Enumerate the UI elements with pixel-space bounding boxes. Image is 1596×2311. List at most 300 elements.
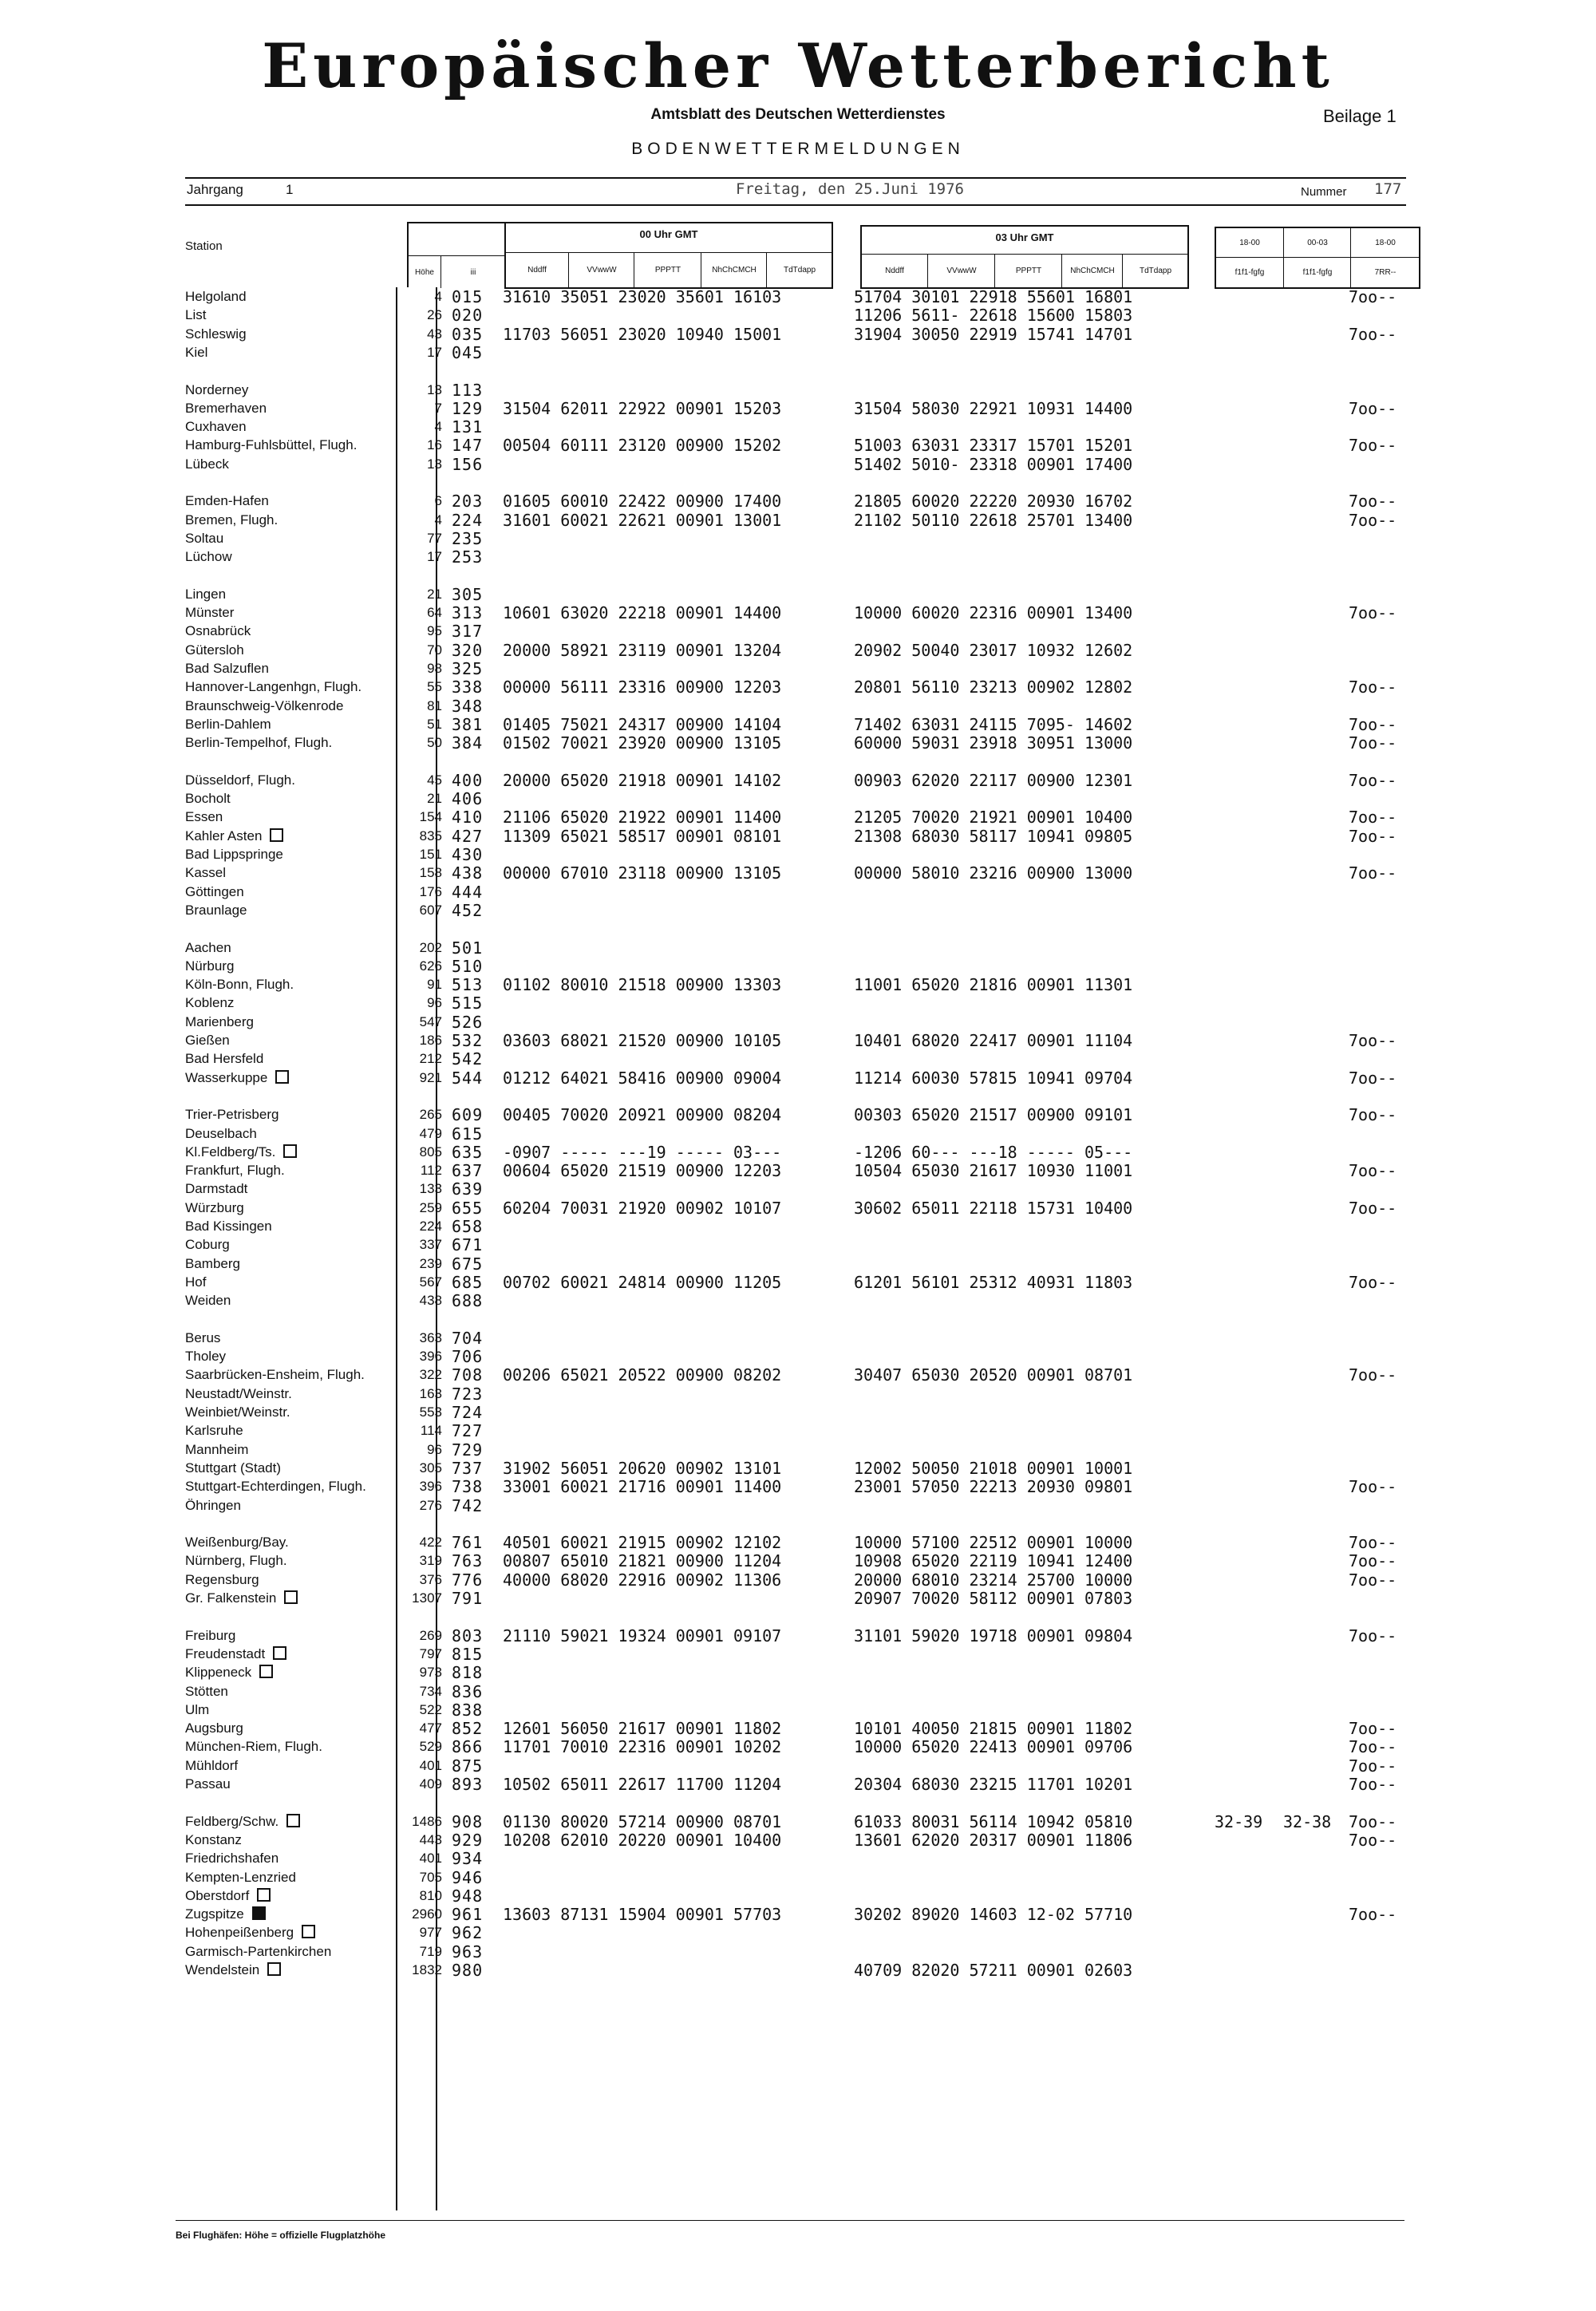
obs-03-groups: 61201 56101 25312 40931 11803 bbox=[854, 1272, 1133, 1292]
station-height: 16 bbox=[427, 437, 442, 453]
precip-group: 7oo-- bbox=[1349, 1775, 1397, 1794]
station-name bbox=[185, 1628, 235, 1644]
obs-03-groups: 31504 58030 22921 10931 14400 bbox=[854, 398, 1133, 418]
station-name bbox=[185, 1460, 281, 1476]
station-label: Nürnberg, Flugh. bbox=[185, 1553, 287, 1569]
mountain-station-square-icon bbox=[257, 1888, 271, 1902]
station-label: Garmisch-Partenkirchen bbox=[185, 1943, 332, 1959]
station-label: Kiel bbox=[185, 344, 208, 360]
obs-00-groups: 00206 65021 20522 00900 08202 bbox=[503, 1365, 782, 1385]
station-name bbox=[185, 884, 244, 900]
station-height: 133 bbox=[419, 1181, 442, 1197]
iii-header: iii bbox=[440, 255, 505, 288]
station-name bbox=[185, 958, 234, 974]
station-index: 515 bbox=[452, 994, 484, 1013]
station-label: Wasserkuppe bbox=[185, 1069, 268, 1085]
obs-03-groups: 23001 57050 22213 20930 09801 bbox=[854, 1477, 1133, 1497]
precip-group: 7oo-- bbox=[1349, 1365, 1397, 1385]
obs-03-groups: 11214 60030 57815 10941 09704 bbox=[854, 1068, 1133, 1088]
station-label: Hannover-Langenhgn, Flugh. bbox=[185, 679, 362, 695]
station-index: 723 bbox=[452, 1384, 484, 1404]
station-index: 742 bbox=[452, 1495, 484, 1515]
station-name bbox=[185, 419, 247, 435]
station-name bbox=[185, 1404, 290, 1420]
station-index: 147 bbox=[452, 436, 484, 456]
mountain-station-square-icon bbox=[286, 1814, 300, 1827]
obs-03-groups: 21205 70020 21921 00901 10400 bbox=[854, 808, 1133, 828]
obs-00-groups: 31902 56051 20620 00902 13101 bbox=[503, 1458, 782, 1478]
station-label: Berlin-Tempelhof, Flugh. bbox=[185, 735, 333, 751]
station-height: 70 bbox=[427, 642, 442, 658]
station-label: Bocholt bbox=[185, 791, 231, 807]
obs-00-groups: 01130 80020 57214 00900 08701 bbox=[503, 1811, 782, 1831]
station-height: 835 bbox=[419, 828, 442, 843]
station-name bbox=[185, 512, 278, 528]
station-index: 635 bbox=[452, 1142, 484, 1162]
filled-square-icon bbox=[252, 1906, 266, 1920]
station-height: 401 bbox=[419, 1757, 442, 1773]
volume-label: Jahrgang bbox=[187, 182, 243, 197]
obs-00-groups: 60204 70031 21920 00902 10107 bbox=[503, 1198, 782, 1218]
station-index: 675 bbox=[452, 1254, 484, 1274]
station-label: Aachen bbox=[185, 939, 231, 955]
wind-precip-header bbox=[1215, 227, 1420, 289]
station-label: Emden-Hafen bbox=[185, 493, 269, 509]
precip-group: 7oo-- bbox=[1349, 1570, 1397, 1590]
station-name bbox=[185, 1330, 220, 1346]
mountain-station-square-icon bbox=[267, 1962, 281, 1976]
station-label: Helgoland bbox=[185, 289, 247, 304]
obs-03-groups: 11001 65020 21816 00901 11301 bbox=[854, 975, 1133, 995]
station-height: 7 bbox=[434, 400, 442, 416]
mountain-station-square-icon bbox=[270, 828, 283, 842]
station-name bbox=[185, 437, 357, 453]
hoehe-header: Höhe bbox=[409, 255, 440, 288]
station-name bbox=[185, 809, 223, 825]
station-name bbox=[185, 865, 226, 881]
station-height: 64 bbox=[427, 605, 442, 621]
station-height: 719 bbox=[419, 1943, 442, 1959]
station-height: 224 bbox=[419, 1219, 442, 1234]
precip-group: 7oo-- bbox=[1349, 863, 1397, 883]
station-height: 96 bbox=[427, 995, 442, 1011]
station-label: Feldberg/Schw. bbox=[185, 1813, 279, 1829]
station-index: 946 bbox=[452, 1867, 484, 1887]
station-index: 526 bbox=[452, 1012, 484, 1032]
station-name bbox=[185, 1423, 243, 1439]
precip-group: 7oo-- bbox=[1349, 510, 1397, 530]
station-index: 427 bbox=[452, 826, 484, 846]
station-label: Deuselbach bbox=[185, 1125, 257, 1141]
station-index: 452 bbox=[452, 900, 484, 920]
station-height: 607 bbox=[419, 902, 442, 918]
station-height: 96 bbox=[427, 1441, 442, 1457]
info-rule bbox=[185, 204, 1406, 206]
obs03-col-vvwww: VVwwW bbox=[927, 255, 995, 287]
station-label: Düsseldorf, Flugh. bbox=[185, 772, 295, 788]
precip-group: 7oo-- bbox=[1349, 603, 1397, 623]
obs-03-groups: 51003 63031 23317 15701 15201 bbox=[854, 436, 1133, 456]
station-index: 658 bbox=[452, 1217, 484, 1236]
station-label: Kahler Asten bbox=[185, 828, 263, 843]
station-height: 1486 bbox=[412, 1813, 442, 1829]
station-index: 803 bbox=[452, 1626, 484, 1645]
station-label: Friedrichshafen bbox=[185, 1851, 279, 1867]
obs-03-groups: 00903 62020 22117 00900 12301 bbox=[854, 770, 1133, 790]
station-label: Stuttgart (Stadt) bbox=[185, 1460, 281, 1475]
mountain-station-square-icon bbox=[283, 1144, 297, 1158]
station-name bbox=[185, 456, 229, 472]
station-name bbox=[185, 679, 361, 695]
station-height: 438 bbox=[419, 1293, 442, 1309]
mountain-station-square-icon bbox=[259, 1665, 273, 1678]
station-height: 114 bbox=[420, 1423, 442, 1439]
station-height: 797 bbox=[419, 1645, 442, 1661]
obs03-header bbox=[860, 225, 1189, 289]
station-name bbox=[185, 1535, 289, 1551]
obs-03-groups: 10908 65020 22119 10941 12400 bbox=[854, 1551, 1133, 1571]
station-label: Braunlage bbox=[185, 902, 247, 918]
station-height: 1832 bbox=[412, 1962, 442, 1977]
station-height: 239 bbox=[419, 1255, 442, 1271]
station-name bbox=[185, 1014, 254, 1030]
gust-18-00: 32-39 bbox=[1215, 1811, 1263, 1831]
station-name bbox=[185, 401, 267, 417]
station-label: Köln-Bonn, Flugh. bbox=[185, 977, 294, 993]
station-label: Frankfurt, Flugh. bbox=[185, 1163, 285, 1179]
station-index: 609 bbox=[452, 1105, 484, 1125]
obs03-col-ppptt: PPPTT bbox=[994, 255, 1062, 287]
station-height: 50 bbox=[427, 735, 442, 751]
station-name bbox=[185, 1665, 273, 1681]
station-height: 4 bbox=[434, 289, 442, 304]
station-name bbox=[185, 791, 231, 807]
obs-03-groups: 51704 30101 22918 55601 16801 bbox=[854, 287, 1133, 306]
station-index: 729 bbox=[452, 1440, 484, 1460]
precip-group: 7oo-- bbox=[1349, 733, 1397, 753]
precip-group: 7oo-- bbox=[1349, 1756, 1397, 1776]
station-label: Mühldorf bbox=[185, 1757, 239, 1773]
station-height: 477 bbox=[419, 1720, 442, 1736]
station-label: Bad Lippspringe bbox=[185, 847, 283, 862]
publisher-subtitle: Amtsblatt des Deutschen Wetterdienstes bbox=[650, 106, 946, 123]
station-index: 866 bbox=[452, 1737, 484, 1757]
obs-03-groups: 00000 58010 23216 00900 13000 bbox=[854, 863, 1133, 883]
station-height: 98 bbox=[427, 661, 442, 676]
obs00-col-ppptt: PPPTT bbox=[634, 253, 701, 287]
station-label: Schleswig bbox=[185, 326, 247, 342]
obs-03-groups: 71402 63031 24115 7095- 14602 bbox=[854, 714, 1133, 734]
obs00-title: 00 Uhr GMT bbox=[639, 228, 698, 240]
precip-group: 7oo-- bbox=[1349, 1905, 1397, 1925]
number-label: Nummer bbox=[1301, 185, 1347, 199]
station-label: Stötten bbox=[185, 1683, 228, 1699]
station-name bbox=[185, 735, 332, 751]
obs00-col-nddff: Nddff bbox=[527, 266, 547, 275]
station-name bbox=[185, 772, 295, 788]
station-index: 908 bbox=[452, 1811, 484, 1831]
station-label: Wendelstein bbox=[185, 1962, 260, 1977]
station-index: 655 bbox=[452, 1198, 484, 1218]
station-name bbox=[185, 1851, 279, 1867]
precip-group: 7oo-- bbox=[1349, 398, 1397, 418]
station-index: 708 bbox=[452, 1365, 484, 1385]
obs-03-groups: 11206 5611- 22618 15600 15803 bbox=[854, 306, 1133, 326]
precip-group: 7oo-- bbox=[1349, 287, 1397, 306]
precip-group: 7oo-- bbox=[1349, 436, 1397, 456]
station-label: Oberstdorf bbox=[185, 1887, 250, 1903]
station-index: 542 bbox=[452, 1049, 484, 1069]
precip-group: 7oo-- bbox=[1349, 1272, 1397, 1292]
station-index: 791 bbox=[452, 1589, 484, 1608]
station-index: 639 bbox=[452, 1179, 484, 1199]
station-height: 13 bbox=[427, 456, 442, 472]
station-height: 319 bbox=[419, 1553, 442, 1569]
station-name bbox=[185, 1293, 231, 1309]
obs00-header bbox=[504, 222, 833, 289]
station-index: 203 bbox=[452, 492, 484, 512]
precip-group: 7oo-- bbox=[1349, 1626, 1397, 1645]
obs-03-groups: 10000 60020 22316 00901 13400 bbox=[854, 603, 1133, 623]
obs-03-groups: 00303 65020 21517 00900 09101 bbox=[854, 1105, 1133, 1125]
station-index: 704 bbox=[452, 1328, 484, 1348]
station-label: Freudenstadt bbox=[185, 1645, 266, 1661]
obs-03-groups: 40709 82020 57211 00901 02603 bbox=[854, 1961, 1133, 1980]
supplement-label: Beilage 1 bbox=[1323, 106, 1396, 126]
obs-00-groups: 01605 60010 22422 00900 17400 bbox=[503, 492, 782, 512]
station-label: Berus bbox=[185, 1329, 221, 1345]
station-index: 444 bbox=[452, 882, 484, 902]
station-index: 113 bbox=[452, 380, 484, 400]
obs-03-groups: 20907 70020 58112 00901 07803 bbox=[854, 1589, 1133, 1608]
station-height: 55 bbox=[427, 679, 442, 695]
station-height: 26 bbox=[427, 307, 442, 323]
obs-03-groups: 31101 59020 19718 00901 09804 bbox=[854, 1626, 1133, 1645]
station-name bbox=[185, 493, 269, 509]
station-name bbox=[185, 1107, 279, 1123]
station-height: 396 bbox=[419, 1349, 442, 1365]
station-height: 112 bbox=[420, 1163, 442, 1179]
station-index: 961 bbox=[452, 1905, 484, 1925]
station-index: 313 bbox=[452, 603, 484, 623]
obs-03-groups: 21308 68030 58117 10941 09805 bbox=[854, 826, 1133, 846]
station-height: 529 bbox=[419, 1739, 442, 1755]
station-label: Neustadt/Weinstr. bbox=[185, 1385, 292, 1401]
station-label: Zugspitze bbox=[185, 1906, 244, 1922]
precip-group: 7oo-- bbox=[1349, 1737, 1397, 1757]
station-name bbox=[185, 1367, 365, 1383]
station-name bbox=[185, 1758, 238, 1774]
precip-group: 7oo-- bbox=[1349, 1161, 1397, 1181]
station-index: 532 bbox=[452, 1031, 484, 1050]
station-index: 410 bbox=[452, 808, 484, 828]
station-label: Bad Salzuflen bbox=[185, 661, 269, 676]
precip-group: 7oo-- bbox=[1349, 492, 1397, 512]
obs-03-groups: 10504 65030 21617 10930 11001 bbox=[854, 1161, 1133, 1181]
obs-00-groups: 31610 35051 23020 35601 16103 bbox=[503, 287, 782, 306]
station-index: 934 bbox=[452, 1849, 484, 1869]
station-name bbox=[185, 1181, 247, 1197]
station-height: 921 bbox=[419, 1069, 442, 1085]
station-label: Konstanz bbox=[185, 1831, 242, 1847]
station-index: 980 bbox=[452, 1961, 484, 1980]
section-title: BODENWETTERMELDUNGEN bbox=[631, 140, 965, 158]
station-name bbox=[185, 1870, 296, 1886]
obs-03-groups: 20304 68030 23215 11701 10201 bbox=[854, 1775, 1133, 1794]
station-label: Weinbiet/Weinstr. bbox=[185, 1404, 290, 1420]
obs-03-groups: 30202 89020 14603 12-02 57710 bbox=[854, 1905, 1133, 1925]
station-height: 51 bbox=[427, 716, 442, 732]
station-height: 81 bbox=[427, 697, 442, 713]
station-name bbox=[185, 605, 234, 621]
station-label: Passau bbox=[185, 1776, 231, 1792]
period-2: 00-03 bbox=[1283, 228, 1351, 257]
station-label: Koblenz bbox=[185, 995, 235, 1011]
station-index: 305 bbox=[452, 584, 484, 604]
station-label: Klippeneck bbox=[185, 1665, 252, 1681]
precip-col: 7RR-- bbox=[1350, 258, 1420, 287]
station-name bbox=[185, 828, 283, 844]
station-index: 688 bbox=[452, 1291, 484, 1311]
station-index: 962 bbox=[452, 1923, 484, 1943]
station-height: 422 bbox=[419, 1535, 442, 1551]
station-label: Lingen bbox=[185, 586, 227, 602]
obs-03-groups: 20000 68010 23214 25700 10000 bbox=[854, 1570, 1133, 1590]
station-name bbox=[185, 995, 234, 1011]
station-height: 259 bbox=[419, 1199, 442, 1215]
station-name bbox=[185, 587, 226, 602]
station-height: 337 bbox=[419, 1237, 442, 1253]
footer-rule bbox=[176, 2220, 1404, 2221]
precip-group: 7oo-- bbox=[1349, 1031, 1397, 1050]
station-label: Würzburg bbox=[185, 1199, 244, 1215]
obs-03-groups: 10000 57100 22512 00901 10000 bbox=[854, 1533, 1133, 1553]
station-name bbox=[185, 1962, 281, 1978]
obs-00-groups: 21110 59021 19324 00901 09107 bbox=[503, 1626, 782, 1645]
station-index: 706 bbox=[452, 1347, 484, 1367]
obs-00-groups: 11309 65021 58517 00901 08101 bbox=[503, 826, 782, 846]
station-name bbox=[185, 289, 247, 305]
station-name bbox=[185, 326, 247, 342]
obs-03-groups: 21102 50110 22618 25701 13400 bbox=[854, 510, 1133, 530]
precip-group: 7oo-- bbox=[1349, 1477, 1397, 1497]
station-label: Marienberg bbox=[185, 1013, 254, 1029]
station-height: 810 bbox=[419, 1887, 442, 1903]
precip-group: 7oo-- bbox=[1349, 324, 1397, 344]
obs-03-groups: 13601 62020 20317 00901 11806 bbox=[854, 1830, 1133, 1850]
obs-03-groups: 60000 59031 23918 30951 13000 bbox=[854, 733, 1133, 753]
info-bar bbox=[185, 180, 1406, 201]
obs-00-groups: 31504 62011 22922 00901 15203 bbox=[503, 398, 782, 418]
station-index: 510 bbox=[452, 956, 484, 976]
station-index: 129 bbox=[452, 398, 484, 418]
station-height: 21 bbox=[427, 586, 442, 602]
station-label: Kassel bbox=[185, 865, 227, 881]
station-label: Weiden bbox=[185, 1293, 231, 1309]
station-label: Gießen bbox=[185, 1033, 230, 1048]
station-index: 348 bbox=[452, 696, 484, 716]
station-name bbox=[185, 1720, 243, 1736]
station-label: Norderney bbox=[185, 381, 249, 397]
obs-00-groups: 00702 60021 24814 00900 11205 bbox=[503, 1272, 782, 1292]
station-index: 020 bbox=[452, 306, 484, 326]
station-label: Regensburg bbox=[185, 1571, 259, 1587]
station-index: 738 bbox=[452, 1477, 484, 1497]
station-index: 544 bbox=[452, 1068, 484, 1088]
station-height: 977 bbox=[419, 1925, 442, 1941]
obs-00-groups: 33001 60021 21716 00901 11400 bbox=[503, 1477, 782, 1497]
station-index: 815 bbox=[452, 1644, 484, 1664]
hoehe-iii-header bbox=[407, 222, 506, 287]
obs-00-groups: 03603 68021 21520 00900 10105 bbox=[503, 1031, 782, 1050]
station-name bbox=[185, 307, 206, 323]
station-height: 45 bbox=[427, 772, 442, 788]
station-label: Gr. Falkenstein bbox=[185, 1590, 277, 1606]
station-height: 805 bbox=[419, 1144, 442, 1159]
station-height: 567 bbox=[419, 1274, 442, 1290]
station-label: Bad Hersfeld bbox=[185, 1051, 264, 1067]
station-name bbox=[185, 1925, 315, 1941]
station-index: 671 bbox=[452, 1235, 484, 1255]
station-height: 276 bbox=[419, 1497, 442, 1513]
station-height: 401 bbox=[419, 1851, 442, 1867]
station-name bbox=[185, 382, 248, 398]
obs-00-groups: 12601 56050 21617 00901 11802 bbox=[503, 1719, 782, 1739]
station-name bbox=[185, 1888, 271, 1904]
station-name bbox=[185, 661, 269, 677]
precip-group: 7oo-- bbox=[1349, 770, 1397, 790]
station-name bbox=[185, 1498, 241, 1514]
station-height: 269 bbox=[419, 1627, 442, 1643]
station-index: 131 bbox=[452, 417, 484, 437]
obs-00-groups: 01102 80010 21518 00900 13303 bbox=[503, 975, 782, 995]
obs-00-groups: 10601 63020 22218 00901 14400 bbox=[503, 603, 782, 623]
obs-00-groups: 21106 65020 21922 00901 11400 bbox=[503, 808, 782, 828]
station-name bbox=[185, 1163, 285, 1179]
obs00-col-vvwww: VVwwW bbox=[568, 253, 634, 287]
station-height: 547 bbox=[419, 1013, 442, 1029]
obs-00-groups: 00504 60111 23120 00900 15202 bbox=[503, 436, 782, 456]
station-name bbox=[185, 1200, 244, 1216]
station-label: Gütersloh bbox=[185, 642, 244, 658]
station-name bbox=[185, 1219, 272, 1235]
station-name bbox=[185, 1256, 240, 1272]
station-index: 776 bbox=[452, 1570, 484, 1590]
precip-group: 7oo-- bbox=[1349, 1198, 1397, 1218]
station-height: 21 bbox=[427, 791, 442, 807]
obs-00-groups: 40501 60021 21915 00902 12102 bbox=[503, 1533, 782, 1553]
obs-00-groups: 00405 70020 20921 00900 08204 bbox=[503, 1105, 782, 1125]
gust-00-03: 32-38 bbox=[1283, 1811, 1332, 1831]
obs-00-groups: 13603 87131 15904 00901 57703 bbox=[503, 1905, 782, 1925]
station-height: 479 bbox=[419, 1125, 442, 1141]
station-label: Saarbrücken-Ensheim, Flugh. bbox=[185, 1367, 365, 1383]
station-label: Kl.Feldberg/Ts. bbox=[185, 1144, 276, 1159]
obs-03-groups: 10401 68020 22417 00901 11104 bbox=[854, 1031, 1133, 1050]
station-index: 384 bbox=[452, 733, 484, 753]
obs-00-groups: 00000 67010 23118 00900 13105 bbox=[503, 863, 782, 883]
station-name bbox=[185, 1349, 226, 1365]
station-index: 963 bbox=[452, 1942, 484, 1961]
station-label: Nürburg bbox=[185, 958, 235, 974]
station-name bbox=[185, 1553, 287, 1569]
obs-00-groups: 10502 65011 22617 11700 11204 bbox=[503, 1775, 782, 1794]
station-header: Station bbox=[185, 239, 223, 253]
station-height: 973 bbox=[419, 1665, 442, 1681]
station-label: Stuttgart-Echterdingen, Flugh. bbox=[185, 1479, 366, 1495]
station-name bbox=[185, 1776, 231, 1792]
station-height: 522 bbox=[419, 1701, 442, 1717]
